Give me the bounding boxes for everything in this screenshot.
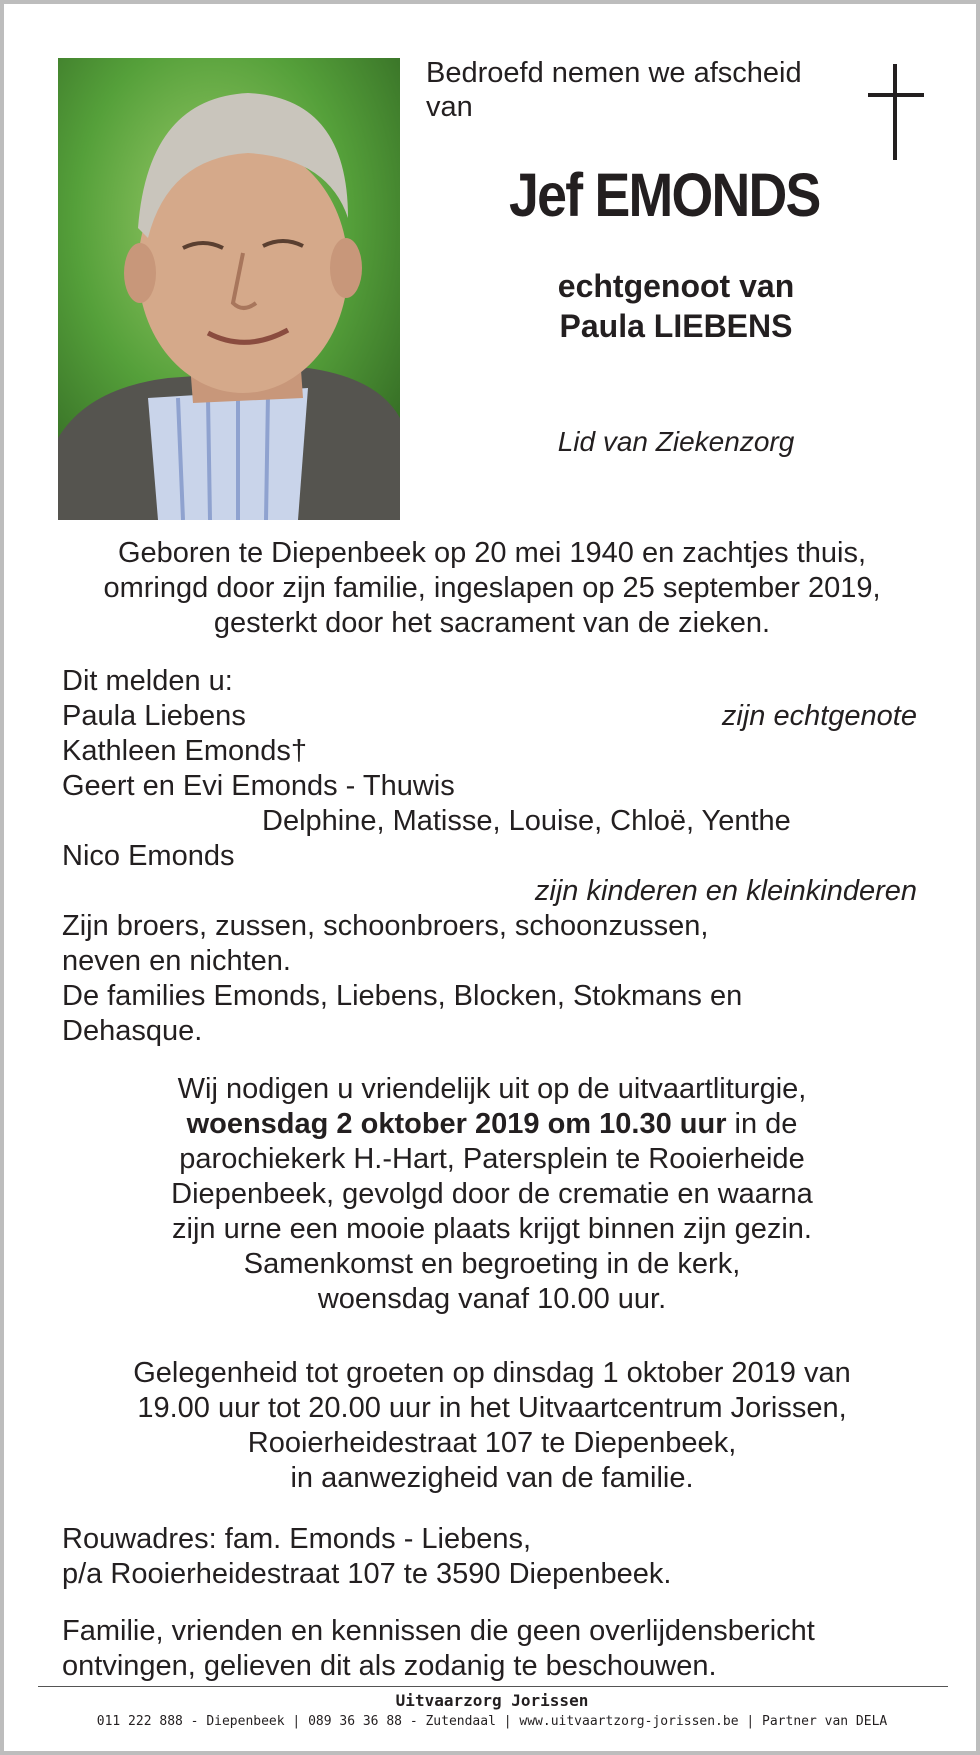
intro-text bbox=[426, 56, 846, 124]
visitation-line: in aanwezigheid van de familie. bbox=[290, 1462, 694, 1494]
cross-icon bbox=[868, 64, 924, 165]
membership-text: Lid van Ziekenzorg bbox=[557, 426, 795, 457]
funeral-date: woensdag 2 oktober 2019 om 10.30 uur bbox=[186, 1108, 727, 1140]
birth-paragraph bbox=[34, 536, 950, 641]
mourner-role: zijn echtgenote bbox=[721, 700, 917, 732]
portrait-illustration bbox=[58, 58, 400, 520]
deceased-name: Jef EMONDS bbox=[509, 161, 820, 229]
spouse-name: Paula LIEBENS bbox=[559, 308, 793, 344]
invitation-line: zijn urne een mooie plaats krijgt binnen zijn gezin. bbox=[172, 1213, 812, 1245]
invitation-line: woensdag vanaf 10.00 uur. bbox=[317, 1283, 667, 1315]
children-role: zijn kinderen en kleinkinderen bbox=[534, 875, 917, 907]
address-line: Rouwadres: fam. Emonds - Liebens, bbox=[62, 1523, 532, 1555]
invitation-date-suffix: in de bbox=[726, 1108, 798, 1140]
funeral-home-footer bbox=[34, 1690, 950, 1732]
mourners-list bbox=[62, 664, 917, 1049]
intro-line: Bedroefd nemen we afscheid van bbox=[426, 57, 802, 123]
invitation-line: parochiekerk H.-Hart, Patersplein te Rooierheide bbox=[179, 1143, 805, 1175]
list-item: Nico Emonds bbox=[62, 840, 235, 872]
notice-line: Familie, vrienden en kennissen die geen overlijdensbericht bbox=[62, 1615, 815, 1647]
funeral-home-name: Uitvaarzorg Jorissen bbox=[395, 1691, 589, 1710]
families-line: De families Emonds, Liebens, Blocken, Stokmans en bbox=[62, 980, 743, 1012]
birth-line: omringd door zijn familie, ingeslapen op 25 september 2019, bbox=[103, 572, 881, 604]
notice-line: ontvingen, gelieven dit als zodanig te beschouwen. bbox=[62, 1650, 717, 1682]
invitation-line: Wij nodigen u vriendelijk uit op de uitvaartliturgie, bbox=[177, 1073, 807, 1105]
visitation-line: Gelegenheid tot groeten op dinsdag 1 oktober 2019 van bbox=[133, 1357, 851, 1389]
list-item: Kathleen Emonds† bbox=[62, 735, 308, 767]
grandchildren-list: Delphine, Matisse, Louise, Chloë, Yenthe bbox=[262, 805, 791, 837]
list-item bbox=[62, 699, 917, 734]
spouse-label: echtgenoot van bbox=[557, 268, 795, 304]
mourning-address bbox=[62, 1522, 922, 1592]
funeral-invitation bbox=[34, 1072, 950, 1317]
visitation-line: Rooierheidestraat 107 te Diepenbeek, bbox=[247, 1427, 737, 1459]
mourner-name: Paula Liebens bbox=[62, 700, 246, 732]
spouse-block bbox=[426, 266, 926, 346]
siblings-line: neven en nichten. bbox=[62, 945, 291, 977]
closing-notice bbox=[62, 1614, 922, 1684]
invitation-line: Samenkomst en begroeting in de kerk, bbox=[243, 1248, 741, 1280]
invitation-date-line bbox=[34, 1107, 950, 1142]
footer-divider bbox=[38, 1686, 948, 1687]
families-line: Dehasque. bbox=[62, 1015, 203, 1047]
list-item: Geert en Evi Emonds - Thuwis bbox=[62, 770, 455, 802]
birth-line: gesterkt door het sacrament van de zieken. bbox=[213, 607, 771, 639]
address-line: p/a Rooierheidestraat 107 te 3590 Diepenbeek. bbox=[62, 1558, 672, 1590]
funeral-home-contact: 011 222 888 - Diepenbeek | 089 36 36 88 - Zutendaal | www.uitvaartzorg-jorissen.be | Partner van DELA bbox=[96, 1714, 888, 1729]
invitation-line: Diepenbeek, gevolgd door de crematie en waarna bbox=[171, 1178, 813, 1210]
visitation-line: 19.00 uur tot 20.00 uur in het Uitvaartcentrum Jorissen, bbox=[137, 1392, 847, 1424]
mourners-intro: Dit melden u: bbox=[62, 665, 233, 697]
portrait-photo bbox=[58, 58, 400, 520]
birth-line: Geboren te Diepenbeek op 20 mei 1940 en zachtjes thuis, bbox=[117, 537, 867, 569]
siblings-line: Zijn broers, zussen, schoonbroers, schoonzussen, bbox=[62, 910, 709, 942]
visitation-info bbox=[34, 1356, 950, 1496]
